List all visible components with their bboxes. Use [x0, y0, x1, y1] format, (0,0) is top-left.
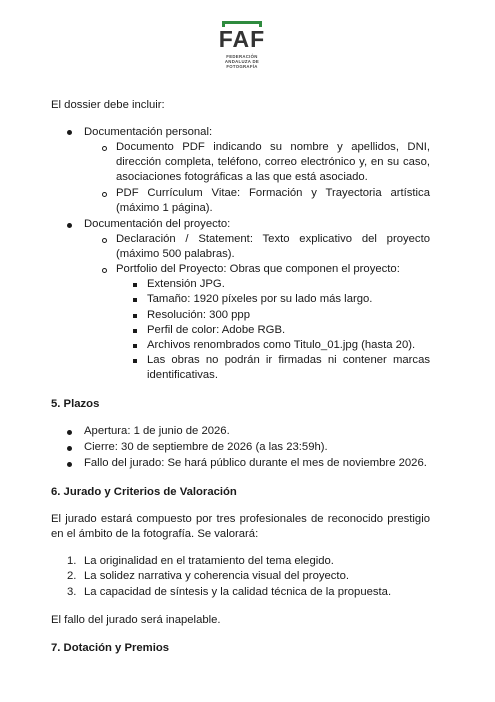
square-bullet-icon — [133, 329, 137, 333]
plazos-item: Fallo del jurado: Se hará público durante el mes de noviembre 2026. — [84, 457, 427, 469]
bullet-icon — [67, 446, 72, 451]
jurado-paragraph-line2: en el ámbito de la fotografía. Se valorará: — [51, 528, 259, 540]
logo-line-2: ANDALUZA DE — [224, 59, 260, 64]
intro-text: El dossier debe incluir: — [51, 99, 165, 111]
project-decl-line1: Declaración / Statement: Texto explicativo del proyecto — [116, 233, 430, 245]
jurado-heading: 6. Jurado y Criterios de Valoración — [51, 486, 237, 498]
spec-item: Perfil de color: Adobe RGB. — [147, 324, 286, 336]
square-bullet-icon — [133, 359, 137, 363]
criteria-number: 1. — [67, 555, 77, 567]
criteria-number: 3. — [67, 586, 77, 598]
square-bullet-icon — [133, 314, 137, 318]
project-decl-line2: (máximo 500 palabras). — [116, 248, 235, 260]
faf-logo — [214, 21, 270, 81]
personal-title: Documentación personal: — [84, 126, 213, 138]
criteria-item: La solidez narrativa y coherencia visual del proyecto. — [84, 570, 349, 582]
spec-item: Archivos renombrados como Titulo_01.jpg (hasta 20). — [147, 339, 416, 351]
circle-bullet-icon — [102, 192, 107, 197]
dotacion-heading: 7. Dotación y Premios — [51, 642, 170, 654]
spec-item: Resolución: 300 ppp — [147, 309, 251, 321]
plazos-item: Cierre: 30 de septiembre de 2026 (a las 23:59h). — [84, 441, 328, 453]
logo-line-1: FEDERACIÓN — [226, 54, 258, 59]
plazos-heading: 5. Plazos — [51, 398, 100, 410]
personal-pdf-line3: asociaciones fotográficas a las que está asociado. — [116, 171, 368, 183]
jurado-closing: El fallo del jurado será inapelable. — [51, 614, 221, 626]
personal-cv-line1: PDF Currículum Vitae: Formación y Trayectoria artística — [116, 187, 430, 199]
criteria-item: La originalidad en el tratamiento del tema elegido. — [84, 555, 334, 567]
spec-item-last-line1: Las obras no podrán ir firmadas ni contener marcas — [147, 354, 430, 366]
personal-pdf-line1: Documento PDF indicando su nombre y apellidos, DNI, — [116, 141, 430, 153]
square-bullet-icon — [133, 283, 137, 287]
spec-item-last-line2: identificativas. — [147, 369, 218, 381]
logo-abbr: FAF — [218, 26, 266, 52]
project-title: Documentación del proyecto: — [84, 218, 231, 230]
personal-cv-line2: (máximo 1 página). — [116, 202, 213, 214]
project-portfolio: Portfolio del Proyecto: Obras que componen el proyecto: — [116, 263, 400, 275]
plazos-item: Apertura: 1 de junio de 2026. — [84, 425, 230, 437]
bullet-icon — [67, 462, 72, 467]
circle-bullet-icon — [102, 238, 107, 243]
square-bullet-icon — [133, 344, 137, 348]
jurado-paragraph-line1: El jurado estará compuesto por tres profesionales de reconocido prestigio — [51, 513, 430, 525]
bullet-icon — [67, 223, 72, 228]
logo-line-3: FOTOGRAFÍA — [226, 64, 258, 69]
bullet-icon — [67, 430, 72, 435]
personal-pdf-line2: dirección completa, teléfono, correo electrónico y, en su caso, — [116, 156, 430, 168]
criteria-item: La capacidad de síntesis y la calidad técnica de la propuesta. — [84, 586, 392, 598]
spec-item: Tamaño: 1920 píxeles por su lado más largo. — [147, 293, 373, 305]
circle-bullet-icon — [102, 146, 107, 151]
bullet-icon — [67, 130, 72, 135]
square-bullet-icon — [133, 298, 137, 302]
spec-item: Extensión JPG. — [147, 278, 225, 290]
criteria-number: 2. — [67, 570, 77, 582]
circle-bullet-icon — [102, 268, 107, 273]
